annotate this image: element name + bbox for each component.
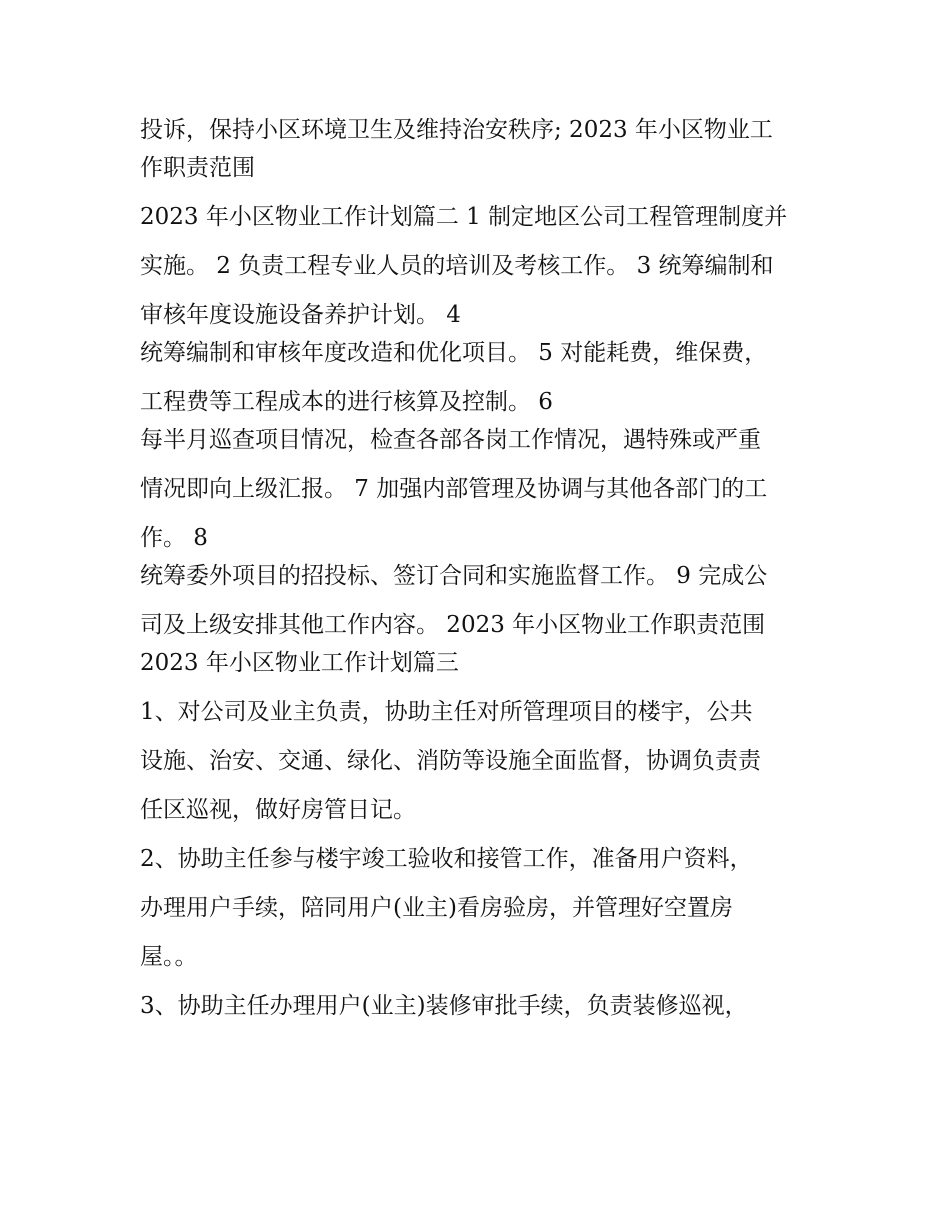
text-line: 作。 8 — [140, 525, 208, 551]
text-line: 投诉，保持小区环境卫生及维持治安秩序; 2023 年小区物业工 — [140, 117, 773, 143]
text-line: 2023 年小区物业工作计划篇二 1 制定地区公司工程管理制度并 — [140, 204, 788, 230]
text-line: 实施。 2 负责工程专业人员的培训及考核工作。 3 统筹编制和 — [140, 253, 774, 279]
text-line: 统筹编制和审核年度改造和优化项目。 5 对能耗费，维保费， — [140, 340, 768, 366]
text-line: 司及上级安排其他工作内容。 2023 年小区物业工作职责范围 — [140, 612, 766, 638]
text-line: 统筹委外项目的招投标、签订合同和实施监督工作。 9 完成公 — [140, 563, 768, 589]
text-line: 3、协助主任办理用户(业主)装修审批手续，负责装修巡视， — [140, 993, 748, 1019]
text-line: 每半月巡查项目情况，检查各部各岗工作情况，遇特殊或严重 — [140, 427, 761, 453]
text-line: 审核年度设施设备养护计划。 4 — [140, 302, 461, 328]
text-line: 屋。。 — [140, 944, 198, 970]
text-line: 作职责范围 — [140, 155, 255, 181]
text-line: 工程费等工程成本的进行核算及控制。 6 — [140, 389, 553, 415]
text-line: 1、对公司及业主负责，协助主任对所管理项目的楼宇，公共 — [140, 699, 753, 725]
text-line: 情况即向上级汇报。 7 加强内部管理及协调与其他各部门的工 — [140, 476, 768, 502]
text-line: 办理用户手续，陪同用户(业主)看房验房，并管理好空置房 — [140, 895, 733, 921]
text-line: 设施、治安、交通、绿化、消防等设施全面监督，协调负责责 — [140, 748, 761, 774]
text-line: 2、协助主任参与楼宇竣工验收和接管工作，准备用户资料， — [140, 846, 753, 872]
text-line: 2023 年小区物业工作计划篇三 — [140, 650, 459, 676]
document-body — [140, 111, 820, 1025]
text-line: 任区巡视，做好房管日记。 — [140, 797, 416, 823]
